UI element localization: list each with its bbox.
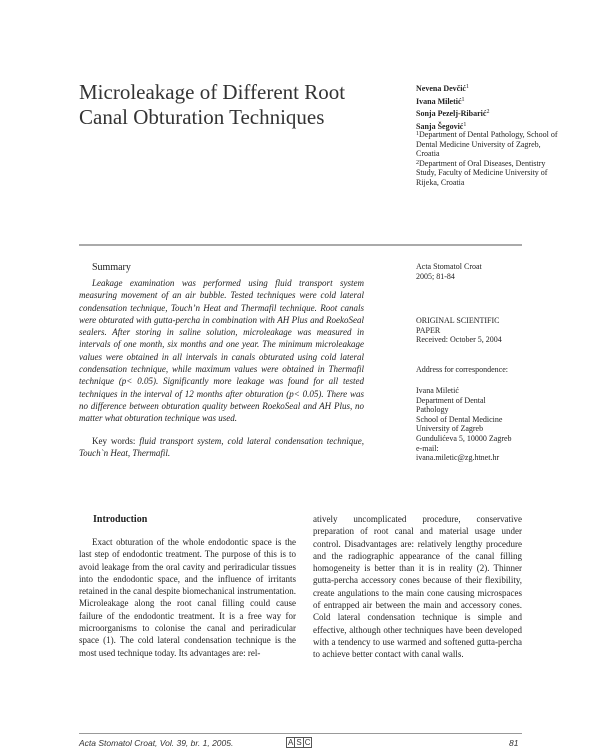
paper-type-line-1: ORIGINAL SCIENTIFIC xyxy=(416,316,500,325)
corr-dept: Department of Dental Pathology xyxy=(416,395,486,415)
journal-issue: 2005; 81-84 xyxy=(416,271,455,281)
keywords xyxy=(79,435,364,460)
correspondence-label: Address for correspondence: xyxy=(416,365,508,374)
asc-logo xyxy=(286,737,311,748)
title-line-2: Canal Obturation Techniques xyxy=(79,105,325,129)
journal-info xyxy=(416,262,536,281)
paper-type-line-2: PAPER xyxy=(416,325,441,335)
affiliation-1: $^1$Department of Dental Pathology, School of Dental Medicine University of Zagreb, Croatia xyxy=(416,130,558,159)
correspondence-address xyxy=(416,386,556,463)
footer-divider xyxy=(79,733,522,734)
corr-school: School of Dental Medicine xyxy=(416,414,503,424)
author: Sonja Pezelj-Ribarić$^2$ xyxy=(416,109,490,118)
introduction-heading: Introduction xyxy=(93,514,148,525)
keywords-text: fluid transport system, cold lateral condensation technique, Touch`n Heat, Thermafil. xyxy=(79,436,365,459)
paragraph: atively uncomplicated procedure, conservative preparation of root canal and material usage under control. Disadvantages are: relatively lengthy procedure and the radiographic appearance of the canal filling homogeneity is better than it is in reality (2). Thinner gutta-percha accessory cones because of their flexibility, create angulations to the main cone causing microspaces of entrapped air between the main and accessory cones. Cold lateral condensation technique is simple and effective, although other techniques have been developed with a tendency to use warmed and softened gutta-percha to achieve better contact with canal walls. xyxy=(313,514,522,660)
received-date: Received: October 5, 2004 xyxy=(416,335,502,345)
title-line-1: Microleakage of Different Root xyxy=(79,80,346,104)
page-number: 81 xyxy=(509,738,519,748)
author-list xyxy=(416,82,596,132)
author: Sanja Šegović$^1$ xyxy=(416,121,467,131)
journal-name: Acta Stomatol Croat xyxy=(416,262,482,271)
header-divider xyxy=(79,244,522,246)
article-title xyxy=(79,80,379,130)
summary-paragraph: Leakage examination was performed using fluid transport system measuring movement of an air bubble. Tested techniques were cold lateral condensation technique, Touch’n Heat and Thermafil technique. Root canals were obturated with gutta-percha in combination with AH Plus and RoekoSeal sealers. After storing in saline solution, microleakage was measured in intervals of one month, six months and one year. The minimum microleakage values were obtained in all intervals in canals obturated using cold lateral condensation technique, while maximum values were obtained in Thermafil technique (p< 0.05). Significantly more leakage was found for all tested techniques in the interval of 12 months after obturation (p< 0.05). There was no difference between obturation quality between RoekoSeal and AH Plus, no matter what obturation technique was used. xyxy=(79,278,364,424)
introduction-column-2 xyxy=(313,513,522,661)
logo-letter: S xyxy=(296,738,302,747)
affiliation-2: $^2$Department of Oral Diseases, Dentistry Study, Faculty of Medicine University of Rijeka, Croatia xyxy=(416,158,548,187)
corr-address: Gundulićeva 5, 10000 Zagreb xyxy=(416,433,512,443)
summary-text xyxy=(79,277,364,425)
corr-email[interactable]: ivana.miletic@zg.htnet.hr xyxy=(416,453,500,463)
paragraph: Exact obturation of the whole endodontic space is the last step of endodontic treatment. The purpose of this is to avoid leakage from the oral cavity and periradicular tissues into the endodontic space, and the influence of irritants retained in the canal despite biomechanical instrumentation. Microleakage along the root canal filling could cause failure of the endodontic treatment. It is a free way for microorganisms to colonise the canal and periradicular space (1). The cold lateral condensation technique is the most used technique today. Its advantages are: rel- xyxy=(79,537,296,658)
corr-univ: University of Zagreb xyxy=(416,424,484,434)
logo-letter: A xyxy=(288,738,294,747)
keywords-label: Key words: xyxy=(92,436,136,446)
footer-journal: Acta Stomatol Croat, Vol. 39, br. 1, 2005. xyxy=(79,738,234,748)
author: Ivana Miletić$^1$ xyxy=(416,96,465,106)
logo-letter: C xyxy=(304,738,311,747)
paper-type xyxy=(416,316,536,345)
corr-email-label: e-mail: xyxy=(416,443,439,453)
author: Nevena Devčić$^1$ xyxy=(416,84,469,93)
summary-heading: Summary xyxy=(92,262,131,273)
affiliations xyxy=(416,130,566,188)
corr-name: Ivana Miletić xyxy=(416,386,459,395)
introduction-column-1 xyxy=(79,536,296,659)
